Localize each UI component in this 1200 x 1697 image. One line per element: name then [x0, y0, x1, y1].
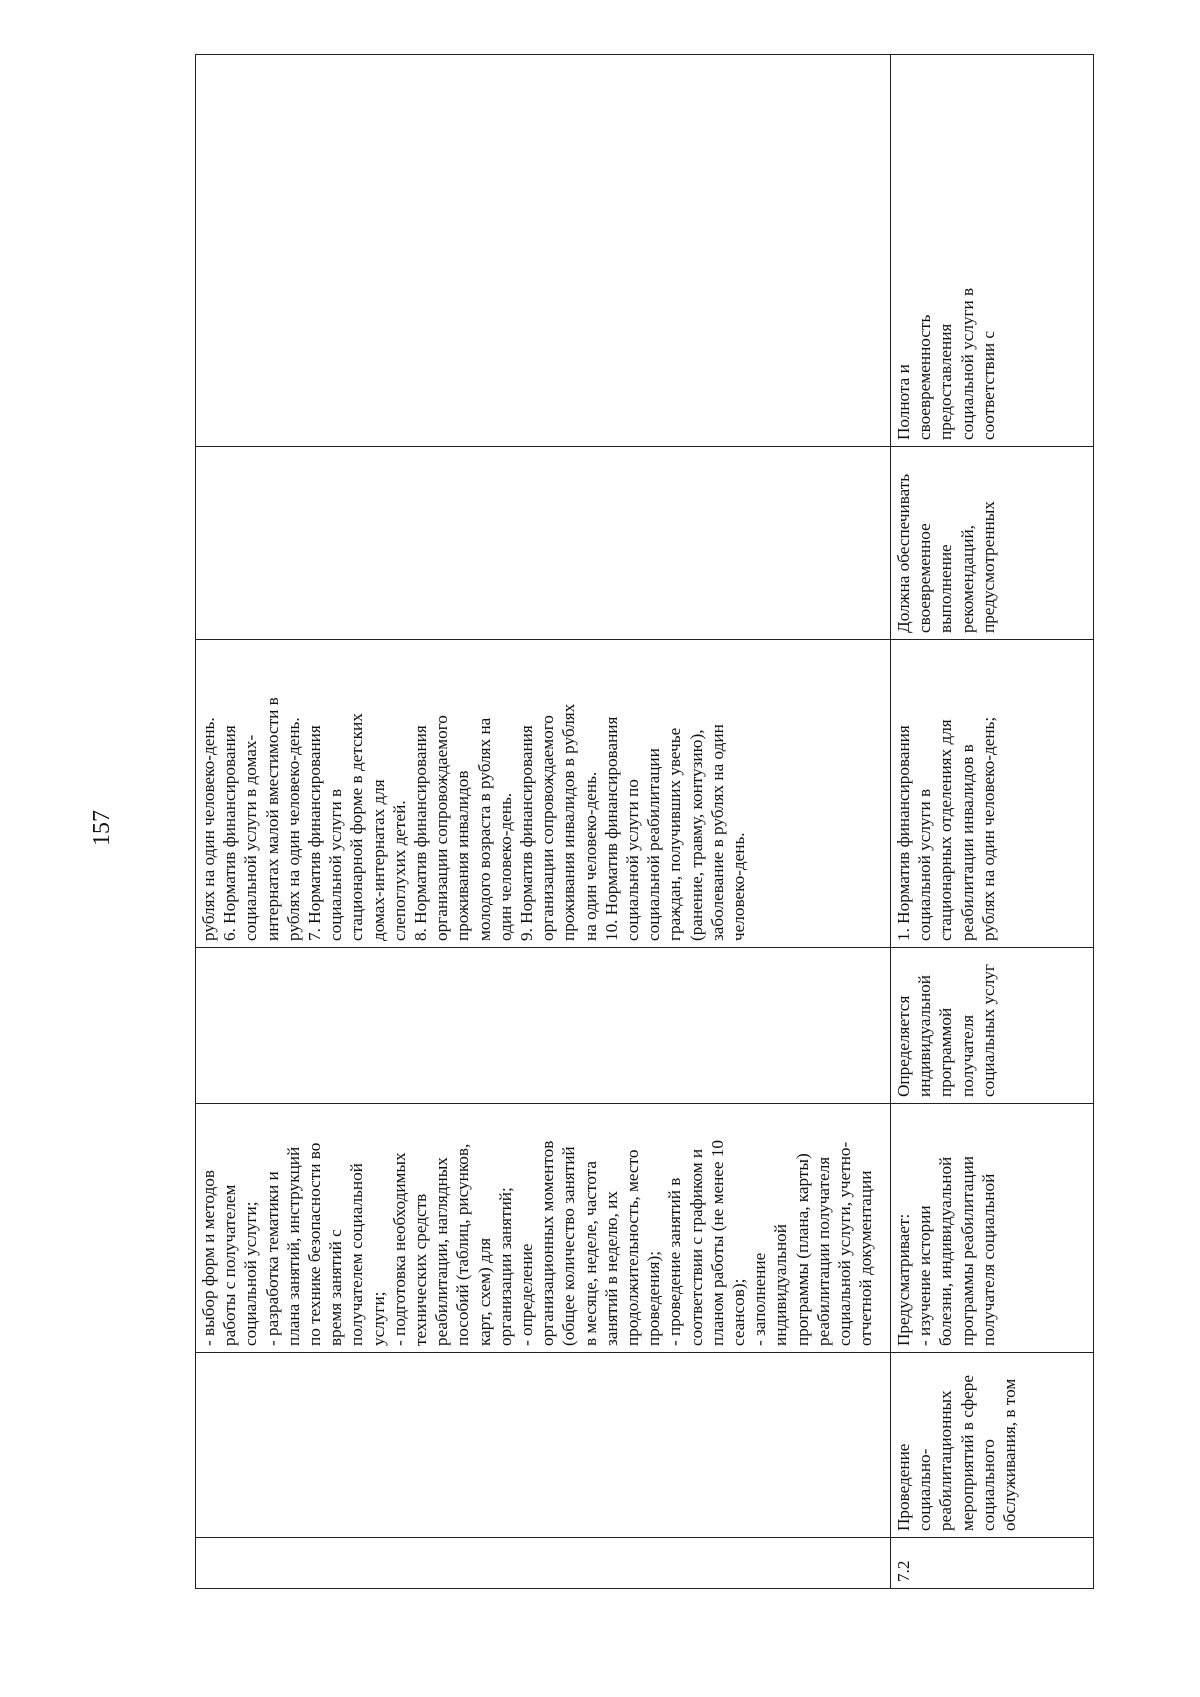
cell-quality-indicators [196, 55, 891, 447]
cell-service-name [196, 1353, 891, 1538]
cell-conditions: Должна обеспечивать своевременное выполнение рекомендаций, предусмотренных [891, 447, 1094, 640]
cell-financing-norms: 1. Норматив финансирования социальной услуги в стационарных отделениях для реабилитации инвалидов в рублях на один человеко-день; [891, 640, 1094, 948]
cell-financing-norms: рублях на один человеко-день. 6. Норматив финансирования социальной услуги в домах- интернатах малой вместимости в рублях на один человеко-день. 7. Норматив финансирования социальной услуги в стационарной форме в детских домах-интернатах для слепоглухих детей. 8. Норматив финансирования организации сопровождаемого проживания инвалидов молодого возраста в рублях на один человеко-день. 9. Норматив финансирования организации сопровождаемого проживания инвалидов в рублях на один человеко-день. 10. Норматив финансирования социальной услуги по социальной реабилитации граждан, получивших увечье (ранение, травму, контузию), заболевание в рублях на один человеко-день. [196, 640, 891, 948]
cell-service-term: Определяется индивидуальной программой получателя социальных услуг [891, 948, 1094, 1104]
cell-number: 7.2 [891, 1538, 1094, 1589]
page-number: 157 [89, 810, 115, 846]
rotated-table-container [195, 55, 1092, 1589]
cell-quality-indicators: Полнота и своевременность предоставления социальной услуги в соответствии с [891, 55, 1094, 447]
cell-number [196, 1538, 891, 1589]
cell-service-name: Проведение социально- реабилитационных мероприятий в сфере социального обслуживания, в том [891, 1353, 1094, 1538]
cell-conditions [196, 447, 891, 640]
cell-service-term [196, 948, 891, 1104]
table-row-7-2 [891, 55, 1094, 1589]
cell-service-description: - выбор форм и методов работы с получателем социальной услуги; - разработка тематики и плана занятий, инструкций по технике безопасности во время занятий с получателем социальной услуги; - подготовка необходимых технических средств реабилитации, наглядных пособий (таблиц, рисунков, карт, схем) для организации занятий; - определение организационных моментов (общее количество занятий в месяце, неделе, частота занятий в неделю, их продолжительность, место проведения); - проведение занятий в соответствии с графиком и планом работы (не менее 10 сеансов); - заполнение индивидуальной программы (плана, карты) реабилитации получателя социальной услуги, учетно- отчетной документации [196, 1104, 891, 1353]
services-table [195, 54, 1094, 1589]
services-table-wrapper [195, 55, 1092, 1589]
table-row-continuation [196, 55, 891, 1589]
cell-service-description: Предусматривает: - изучение истории болезни, индивидуальной программы реабилитации получателя социальной [891, 1104, 1094, 1353]
